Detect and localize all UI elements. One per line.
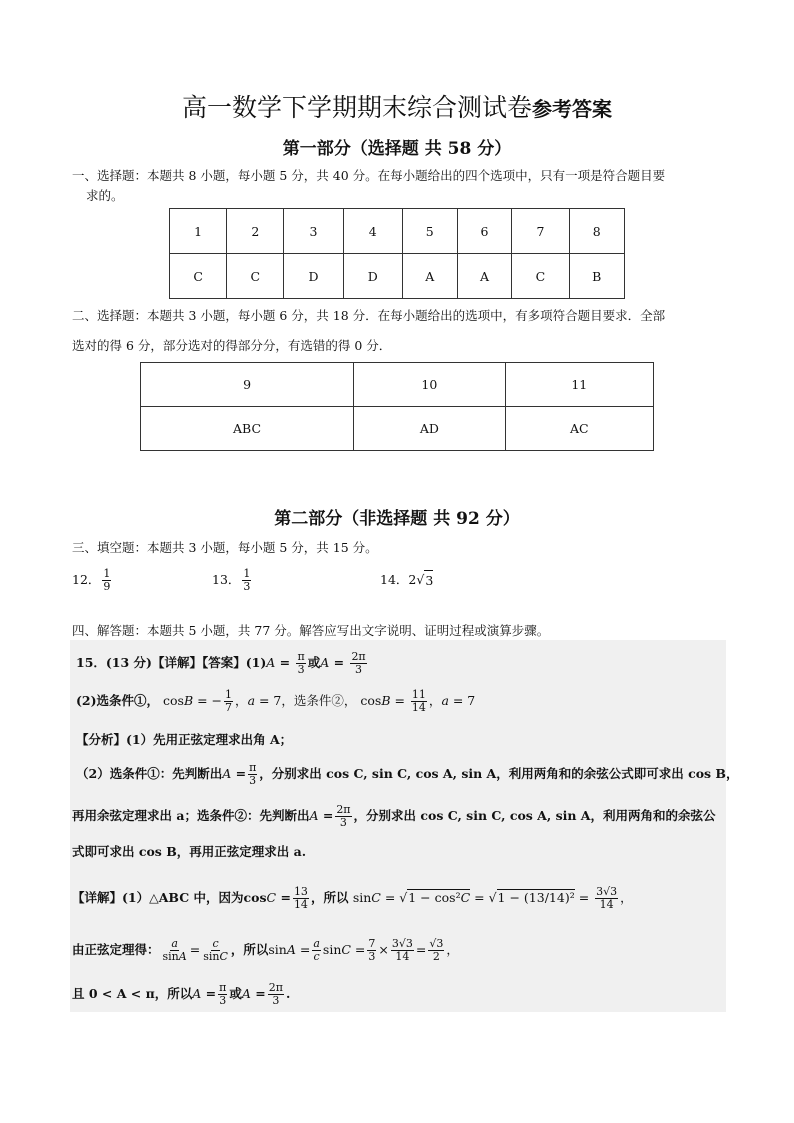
sec3-line: 三、填空题：本题共 3 小题，每小题 5 分，共 15 分。 — [72, 540, 378, 555]
table1-num: 3 — [284, 209, 343, 254]
num: 1 — [103, 566, 111, 580]
answer-12 — [72, 566, 113, 594]
detail1-part-b: ，所以 — [310, 890, 349, 905]
table2-ans: AC — [505, 407, 653, 451]
den: 3 — [243, 579, 251, 593]
q15-detail1: 【详解】(1）△ABC 中，因为 cos C = $\frac{13}{14}$ ，所以 sinC = √1 − cos²C = √1 − (13/14)² = $\frac{3√3}{14}$ ， — [72, 884, 633, 911]
sine-law-label: 由正弦定理得： — [72, 942, 160, 957]
label-14: 14． — [380, 572, 409, 587]
sec2-line2: 选对的得 6 分，部分选对的得部分分，有选错的得 0 分． — [72, 338, 392, 353]
q15-last: 且 0 < A < π，所以 A = $\frac{\pi}{3}$ 或 A = $\frac{2\pi}{3}$ . — [72, 980, 291, 1007]
fraction-12 — [102, 568, 111, 593]
q15-analysis2: （2）选条件①：先判断出 A = $\frac{\pi}{3}$ ，分别求出 cos C, sin C, cos A, sin A，利用两角和的余弦公式即可求出 cos B， — [76, 760, 739, 787]
q15-analysis3: 再用余弦定理求出 a；选条件②：先判断出 A = $\frac{2\pi}{3}$ ，分别求出 cos C, sin C, cos A, sin A，利用两角和的余弦公 — [72, 802, 716, 829]
q15-head: 15．(13 分)【详解】【答案】(1) A = $\frac{\pi}{3}$ 或 A = $\frac{2\pi}{3}$ — [76, 649, 366, 676]
sec1-line1: 一、选择题：本题共 8 小题，每小题 5 分，共 40 分。在每小题给出的四个选项中，只有一项是符合题目要 — [72, 168, 666, 183]
fraction-13 — [242, 568, 251, 593]
q15-sine-law: 由正弦定理得： $\frac{a}{\sin A}$ = $\frac{c}{\sin C}$ ，所以 sin A = $\frac{a}{c}$ sin C = $\frac{7}{3}$ × $\frac{3√3}{14}$ = $\frac{√3}{2}$ ， — [72, 936, 459, 963]
table1-num: 6 — [457, 209, 512, 254]
num: 1 — [243, 566, 251, 580]
q15-label: 15．(13 分)【详解】【答案】(1) — [76, 655, 267, 670]
detail1-part-a: 【详解】(1）△ABC 中，因为 — [72, 890, 244, 905]
table1-ans: A — [457, 254, 512, 299]
answer-table-2 — [140, 362, 654, 451]
table1-ans: C — [170, 254, 227, 299]
table1-num: 4 — [343, 209, 402, 254]
table2-ans: AD — [354, 407, 506, 451]
last-part-b: 或 — [229, 986, 242, 1001]
analysis3-part-b: ，分别求出 cos C, sin C, cos A, sin A，利用两角和的余弦公 — [353, 808, 716, 823]
table2-ans: ABC — [141, 407, 354, 451]
table1-ans: B — [569, 254, 624, 299]
label-13: 13． — [212, 572, 241, 587]
analysis2-part-b: ，分别求出 cos C, sin C, cos A, sin A，利用两角和的余弦公式即可求出 cos B， — [259, 766, 739, 781]
last-part-a: 且 0 < A < π，所以 — [72, 986, 193, 1001]
table1-num: 1 — [170, 209, 227, 254]
sec4-line: 四、解答题：本题共 5 小题，共 77 分。解答应写出文字说明、证明过程或演算步骤。 — [72, 623, 550, 638]
table1-ans: D — [284, 254, 343, 299]
table1-num: 7 — [512, 209, 569, 254]
label-12: 12． — [72, 572, 101, 587]
table1-ans: A — [402, 254, 457, 299]
answer-table-1 — [169, 208, 625, 299]
table2-num: 11 — [505, 363, 653, 407]
q15-line2: (2)选条件①， cos B = − $\frac{1}{7}$ ， a = 7，选条件②， cos B = $\frac{11}{14}$ ， a = 7 — [76, 687, 476, 714]
sec1-line2: 求的。 — [86, 188, 124, 203]
table2-num: 9 — [141, 363, 354, 407]
title-suffix: 参考答案 — [532, 97, 612, 121]
analysis2-part-a: （2）选条件①：先判断出 — [76, 766, 223, 781]
sec2-line1: 二、选择题：本题共 3 小题，每小题 6 分，共 18 分．在每小题给出的选项中，有多项符合题目要求．全部 — [72, 308, 666, 323]
title-main: 高一数学下学期期末综合测试卷 — [181, 93, 532, 122]
radicand-14: 3 — [424, 570, 433, 591]
part2-heading: 第二部分（非选择题 共 92 分） — [274, 509, 520, 529]
page-title — [0, 88, 794, 124]
answer-13 — [212, 566, 253, 594]
table2-num: 10 — [354, 363, 506, 407]
table1-ans: D — [343, 254, 402, 299]
den: 9 — [103, 579, 111, 593]
sqrt-symbol: √ — [416, 572, 425, 587]
answer-14 — [380, 566, 433, 594]
q15-analysis4: 式即可求出 cos B，再用正弦定理求出 a. — [72, 844, 307, 859]
sine-law-so: ，所以 — [230, 942, 269, 957]
q15-analysis1: 【分析】(1）先用正弦定理求出角 A； — [76, 732, 293, 747]
table1-num: 5 — [402, 209, 457, 254]
part1-heading: 第一部分（选择题 共 58 分） — [282, 139, 512, 159]
coef-14: 2 — [408, 572, 417, 587]
table1-ans: C — [227, 254, 284, 299]
table1-num: 2 — [227, 209, 284, 254]
table1-ans: C — [512, 254, 569, 299]
table1-num: 8 — [569, 209, 624, 254]
analysis3-part-a: 再用余弦定理求出 a；选条件②：先判断出 — [72, 808, 310, 823]
